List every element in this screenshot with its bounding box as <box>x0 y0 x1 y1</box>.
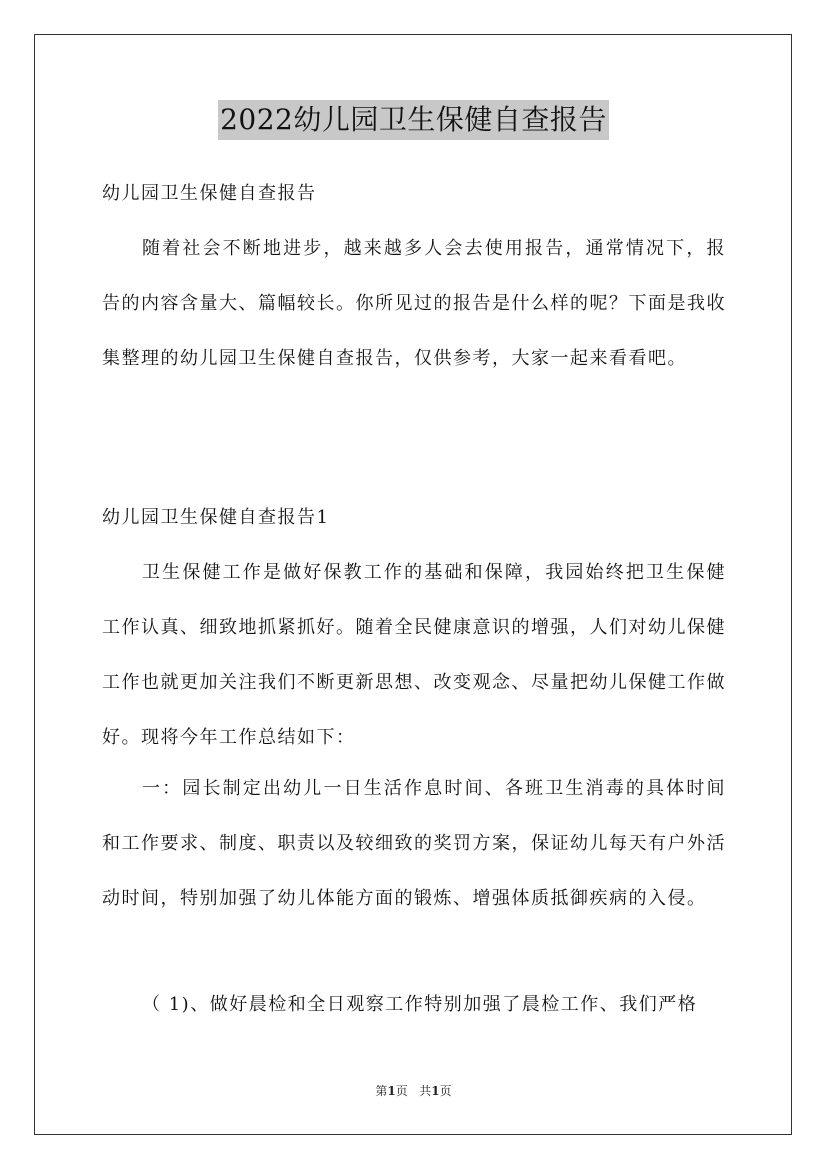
body-paragraph-1: 卫生保健工作是做好保教工作的基础和保障，我园始终把卫生保健工作认真、细致地抓紧抓好。随着全民健康意识的增强，人们对幼儿保健工作也就更加关注我们不断更新思想、改变观念、尽量把幼儿保健工作做好。现将今年工作总结如下： <box>102 562 726 748</box>
total-prefix: 共 <box>419 1084 432 1098</box>
page-suffix: 页 <box>395 1084 408 1098</box>
page-current: 1 <box>387 1084 396 1098</box>
page-prefix: 第 <box>375 1084 388 1098</box>
body-paragraph-3: （ 1)、做好晨检和全日观察工作特别加强了晨检工作、我们严格 <box>142 994 698 1015</box>
page-total: 1 <box>431 1084 440 1098</box>
body-paragraph-2: 一：园长制定出幼儿一日生活作息时间、各班卫生消毒的具体时间和工作要求、制度、职责以及较细致的奖罚方案，保证幼儿每天有户外活动时间，特别加强了幼儿体能方面的锻炼、增强体质抵御疾病的入侵。 <box>102 778 726 909</box>
total-suffix: 页 <box>439 1084 452 1098</box>
title-container <box>0 100 827 140</box>
page-footer <box>0 1082 827 1099</box>
section-heading: 幼儿园卫生保健自查报告1 <box>102 507 330 528</box>
intro-paragraph: 随着社会不断地进步，越来越多人会去使用报告，通常情况下，报告的内容含量大、篇幅较长。你所见过的报告是什么样的呢？下面是我收集整理的幼儿园卫生保健自查报告，仅供参考，大家一起来看看吧。 <box>102 238 726 369</box>
subtitle: 幼儿园卫生保健自查报告 <box>102 183 317 204</box>
document-title: 2022幼儿园卫生保健自查报告 <box>218 100 609 140</box>
